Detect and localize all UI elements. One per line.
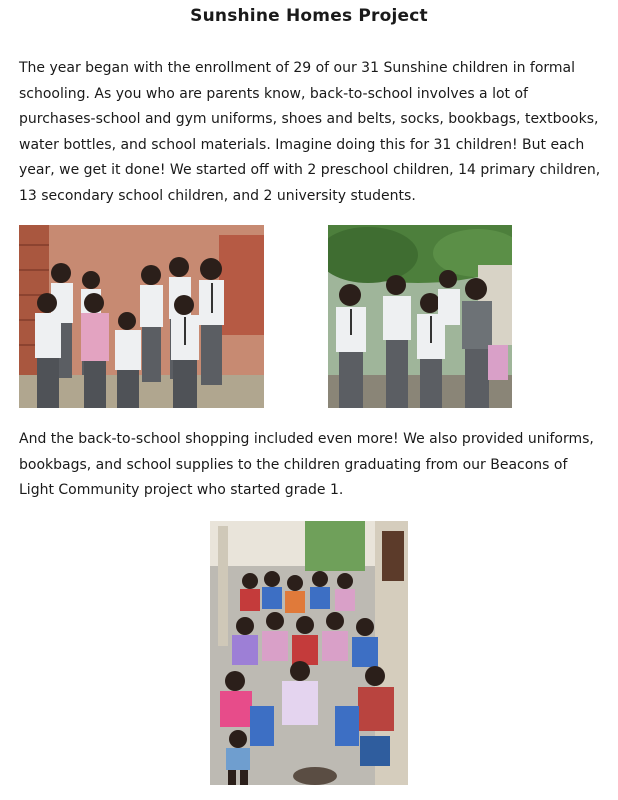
group-uniforms-photo [19, 225, 264, 408]
girls-outdoors-photo [328, 225, 512, 408]
intro-paragraph: The year began with the enrollment of 29 of our 31 Sunshine children in formal schooling. As you who are parents know, back-to-school involves a lot of purchases-school and gym uniforms, shoes and belts, socks, bookbags, textbooks, water bottles, and school materials. Imagine doing this for 31 children! But each year, we get it done! We started off with 2 preschool children, 14 primary children, 13 secondary school children, and 2 university students. [19, 60, 601, 204]
page-title: Sunshine Homes Project [190, 6, 428, 26]
grade1-bookbags-photo [210, 521, 408, 785]
beacons-paragraph: And the back-to-school shopping included even more! We also provided uniforms, bookbags, and school supplies to the children graduating from our Beacons of Light Community project who started grade 1. [19, 431, 594, 498]
